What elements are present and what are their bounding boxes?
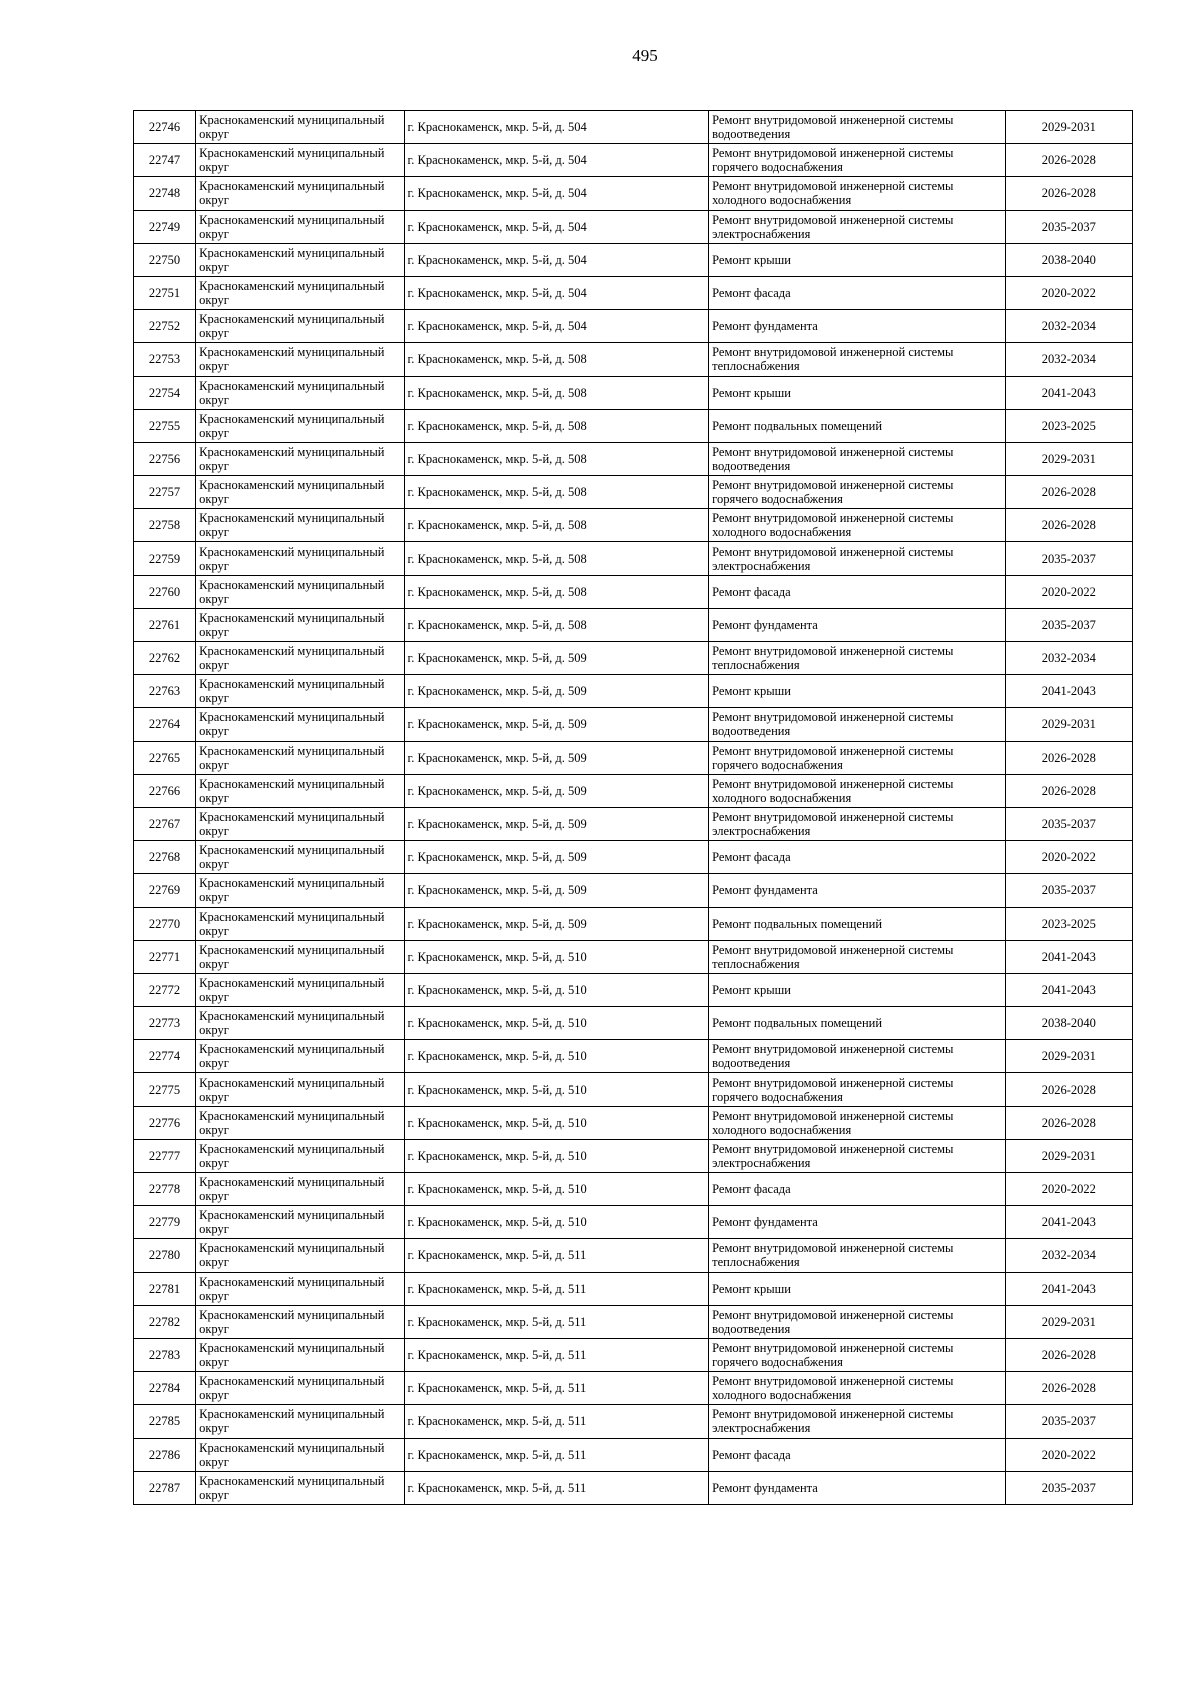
- district-cell: Краснокаменский муниципальный округ: [196, 1073, 404, 1106]
- district-cell: Краснокаменский муниципальный округ: [196, 708, 404, 741]
- table-row: [134, 1272, 1133, 1305]
- district-cell: Краснокаменский муниципальный округ: [196, 774, 404, 807]
- district-cell: Краснокаменский муниципальный округ: [196, 343, 404, 376]
- row-number-cell: 22779: [134, 1206, 196, 1239]
- work-type-cell: Ремонт внутридомовой инженерной системы электроснабжения: [709, 1139, 1006, 1172]
- table-row: [134, 940, 1133, 973]
- address-cell: г. Краснокаменск, мкр. 5-й, д. 509: [404, 841, 709, 874]
- district-cell: Краснокаменский муниципальный округ: [196, 675, 404, 708]
- district-cell: Краснокаменский муниципальный округ: [196, 807, 404, 840]
- row-number-cell: 22773: [134, 1007, 196, 1040]
- district-cell: Краснокаменский муниципальный округ: [196, 1206, 404, 1239]
- district-cell: Краснокаменский муниципальный округ: [196, 1239, 404, 1272]
- table-row: [134, 675, 1133, 708]
- row-number-cell: 22765: [134, 741, 196, 774]
- address-cell: г. Краснокаменск, мкр. 5-й, д. 511: [404, 1471, 709, 1504]
- period-cell: 2026-2028: [1005, 1106, 1132, 1139]
- district-cell: Краснокаменский муниципальный округ: [196, 841, 404, 874]
- period-cell: 2026-2028: [1005, 741, 1132, 774]
- address-cell: г. Краснокаменск, мкр. 5-й, д. 508: [404, 442, 709, 475]
- table-row: [134, 343, 1133, 376]
- row-number-cell: 22757: [134, 476, 196, 509]
- row-number-cell: 22747: [134, 144, 196, 177]
- district-cell: Краснокаменский муниципальный округ: [196, 973, 404, 1006]
- address-cell: г. Краснокаменск, мкр. 5-й, д. 510: [404, 1206, 709, 1239]
- address-cell: г. Краснокаменск, мкр. 5-й, д. 511: [404, 1272, 709, 1305]
- period-cell: 2035-2037: [1005, 874, 1132, 907]
- row-number-cell: 22778: [134, 1173, 196, 1206]
- district-cell: Краснокаменский муниципальный округ: [196, 509, 404, 542]
- address-cell: г. Краснокаменск, мкр. 5-й, д. 509: [404, 675, 709, 708]
- district-cell: Краснокаменский муниципальный округ: [196, 741, 404, 774]
- period-cell: 2041-2043: [1005, 376, 1132, 409]
- work-type-cell: Ремонт внутридомовой инженерной системы горячего водоснабжения: [709, 1338, 1006, 1371]
- table-row: [134, 177, 1133, 210]
- district-cell: Краснокаменский муниципальный округ: [196, 1106, 404, 1139]
- work-type-cell: Ремонт внутридомовой инженерной системы горячего водоснабжения: [709, 476, 1006, 509]
- address-cell: г. Краснокаменск, мкр. 5-й, д. 509: [404, 708, 709, 741]
- work-type-cell: Ремонт фасада: [709, 1438, 1006, 1471]
- table-row: [134, 144, 1133, 177]
- row-number-cell: 22761: [134, 608, 196, 641]
- period-cell: 2020-2022: [1005, 1173, 1132, 1206]
- address-cell: г. Краснокаменск, мкр. 5-й, д. 511: [404, 1372, 709, 1405]
- address-cell: г. Краснокаменск, мкр. 5-й, д. 511: [404, 1405, 709, 1438]
- address-cell: г. Краснокаменск, мкр. 5-й, д. 508: [404, 476, 709, 509]
- address-cell: г. Краснокаменск, мкр. 5-й, д. 509: [404, 874, 709, 907]
- district-cell: Краснокаменский муниципальный округ: [196, 210, 404, 243]
- row-number-cell: 22750: [134, 243, 196, 276]
- address-cell: г. Краснокаменск, мкр. 5-й, д. 511: [404, 1239, 709, 1272]
- district-cell: Краснокаменский муниципальный округ: [196, 1139, 404, 1172]
- table-row: [134, 1338, 1133, 1371]
- work-type-cell: Ремонт подвальных помещений: [709, 1007, 1006, 1040]
- table-row: [134, 1239, 1133, 1272]
- period-cell: 2029-2031: [1005, 1139, 1132, 1172]
- district-cell: Краснокаменский муниципальный округ: [196, 276, 404, 309]
- address-cell: г. Краснокаменск, мкр. 5-й, д. 509: [404, 807, 709, 840]
- period-cell: 2020-2022: [1005, 1438, 1132, 1471]
- row-number-cell: 22751: [134, 276, 196, 309]
- table-row: [134, 1007, 1133, 1040]
- period-cell: 2041-2043: [1005, 675, 1132, 708]
- work-type-cell: Ремонт внутридомовой инженерной системы электроснабжения: [709, 807, 1006, 840]
- work-type-cell: Ремонт внутридомовой инженерной системы водоотведения: [709, 708, 1006, 741]
- table-row: [134, 1372, 1133, 1405]
- address-cell: г. Краснокаменск, мкр. 5-й, д. 510: [404, 940, 709, 973]
- address-cell: г. Краснокаменск, мкр. 5-й, д. 510: [404, 973, 709, 1006]
- work-type-cell: Ремонт крыши: [709, 973, 1006, 1006]
- table-row: [134, 741, 1133, 774]
- period-cell: 2029-2031: [1005, 1305, 1132, 1338]
- row-number-cell: 22775: [134, 1073, 196, 1106]
- work-type-cell: Ремонт внутридомовой инженерной системы горячего водоснабжения: [709, 741, 1006, 774]
- address-cell: г. Краснокаменск, мкр. 5-й, д. 508: [404, 575, 709, 608]
- work-type-cell: Ремонт внутридомовой инженерной системы холодного водоснабжения: [709, 1372, 1006, 1405]
- district-cell: Краснокаменский муниципальный округ: [196, 1338, 404, 1371]
- row-number-cell: 22762: [134, 642, 196, 675]
- period-cell: 2041-2043: [1005, 1206, 1132, 1239]
- row-number-cell: 22760: [134, 575, 196, 608]
- period-cell: 2020-2022: [1005, 276, 1132, 309]
- period-cell: 2026-2028: [1005, 476, 1132, 509]
- work-type-cell: Ремонт внутридомовой инженерной системы теплоснабжения: [709, 1239, 1006, 1272]
- work-type-cell: Ремонт внутридомовой инженерной системы холодного водоснабжения: [709, 1106, 1006, 1139]
- work-type-cell: Ремонт подвальных помещений: [709, 409, 1006, 442]
- table-row: [134, 1139, 1133, 1172]
- period-cell: 2035-2037: [1005, 608, 1132, 641]
- row-number-cell: 22776: [134, 1106, 196, 1139]
- row-number-cell: 22781: [134, 1272, 196, 1305]
- work-type-cell: Ремонт крыши: [709, 376, 1006, 409]
- address-cell: г. Краснокаменск, мкр. 5-й, д. 511: [404, 1438, 709, 1471]
- address-cell: г. Краснокаменск, мкр. 5-й, д. 510: [404, 1173, 709, 1206]
- period-cell: 2035-2037: [1005, 1471, 1132, 1504]
- period-cell: 2026-2028: [1005, 774, 1132, 807]
- work-type-cell: Ремонт внутридомовой инженерной системы теплоснабжения: [709, 343, 1006, 376]
- work-type-cell: Ремонт внутридомовой инженерной системы электроснабжения: [709, 210, 1006, 243]
- table-row: [134, 1471, 1133, 1504]
- address-cell: г. Краснокаменск, мкр. 5-й, д. 504: [404, 276, 709, 309]
- table-row: [134, 276, 1133, 309]
- period-cell: 2032-2034: [1005, 1239, 1132, 1272]
- address-cell: г. Краснокаменск, мкр. 5-й, д. 508: [404, 542, 709, 575]
- table-row: [134, 442, 1133, 475]
- row-number-cell: 22774: [134, 1040, 196, 1073]
- table-row: [134, 1040, 1133, 1073]
- row-number-cell: 22783: [134, 1338, 196, 1371]
- row-number-cell: 22777: [134, 1139, 196, 1172]
- table-row: [134, 608, 1133, 641]
- row-number-cell: 22787: [134, 1471, 196, 1504]
- row-number-cell: 22768: [134, 841, 196, 874]
- period-cell: 2023-2025: [1005, 907, 1132, 940]
- row-number-cell: 22786: [134, 1438, 196, 1471]
- work-type-cell: Ремонт подвальных помещений: [709, 907, 1006, 940]
- row-number-cell: 22771: [134, 940, 196, 973]
- address-cell: г. Краснокаменск, мкр. 5-й, д. 504: [404, 310, 709, 343]
- address-cell: г. Краснокаменск, мкр. 5-й, д. 504: [404, 177, 709, 210]
- address-cell: г. Краснокаменск, мкр. 5-й, д. 504: [404, 144, 709, 177]
- row-number-cell: 22758: [134, 509, 196, 542]
- table-row: [134, 409, 1133, 442]
- district-cell: Краснокаменский муниципальный округ: [196, 1305, 404, 1338]
- table-row: [134, 907, 1133, 940]
- district-cell: Краснокаменский муниципальный округ: [196, 1372, 404, 1405]
- address-cell: г. Краснокаменск, мкр. 5-й, д. 510: [404, 1106, 709, 1139]
- address-cell: г. Краснокаменск, мкр. 5-й, д. 510: [404, 1139, 709, 1172]
- table-row: [134, 642, 1133, 675]
- period-cell: 2029-2031: [1005, 442, 1132, 475]
- row-number-cell: 22766: [134, 774, 196, 807]
- table-row: [134, 874, 1133, 907]
- period-cell: 2026-2028: [1005, 1372, 1132, 1405]
- address-cell: г. Краснокаменск, мкр. 5-й, д. 504: [404, 210, 709, 243]
- work-type-cell: Ремонт фундамента: [709, 1206, 1006, 1239]
- table-row: [134, 542, 1133, 575]
- address-cell: г. Краснокаменск, мкр. 5-й, д. 508: [404, 509, 709, 542]
- row-number-cell: 22785: [134, 1405, 196, 1438]
- work-type-cell: Ремонт фасада: [709, 841, 1006, 874]
- row-number-cell: 22784: [134, 1372, 196, 1405]
- row-number-cell: 22759: [134, 542, 196, 575]
- table-row: [134, 509, 1133, 542]
- district-cell: Краснокаменский муниципальный округ: [196, 243, 404, 276]
- district-cell: Краснокаменский муниципальный округ: [196, 940, 404, 973]
- period-cell: 2032-2034: [1005, 310, 1132, 343]
- period-cell: 2035-2037: [1005, 210, 1132, 243]
- row-number-cell: 22754: [134, 376, 196, 409]
- table-row: [134, 210, 1133, 243]
- row-number-cell: 22764: [134, 708, 196, 741]
- address-cell: г. Краснокаменск, мкр. 5-й, д. 508: [404, 409, 709, 442]
- work-type-cell: Ремонт крыши: [709, 1272, 1006, 1305]
- district-cell: Краснокаменский муниципальный округ: [196, 542, 404, 575]
- table-row: [134, 575, 1133, 608]
- row-number-cell: 22770: [134, 907, 196, 940]
- district-cell: Краснокаменский муниципальный округ: [196, 144, 404, 177]
- period-cell: 2029-2031: [1005, 708, 1132, 741]
- work-type-cell: Ремонт крыши: [709, 675, 1006, 708]
- district-cell: Краснокаменский муниципальный округ: [196, 1405, 404, 1438]
- period-cell: 2020-2022: [1005, 575, 1132, 608]
- period-cell: 2032-2034: [1005, 343, 1132, 376]
- table-row: [134, 1405, 1133, 1438]
- table-row: [134, 807, 1133, 840]
- address-cell: г. Краснокаменск, мкр. 5-й, д. 508: [404, 376, 709, 409]
- repair-schedule-table: [133, 110, 1133, 1505]
- district-cell: Краснокаменский муниципальный округ: [196, 608, 404, 641]
- row-number-cell: 22746: [134, 111, 196, 144]
- address-cell: г. Краснокаменск, мкр. 5-й, д. 504: [404, 243, 709, 276]
- period-cell: 2041-2043: [1005, 1272, 1132, 1305]
- period-cell: 2029-2031: [1005, 1040, 1132, 1073]
- work-type-cell: Ремонт внутридомовой инженерной системы водоотведения: [709, 442, 1006, 475]
- period-cell: 2041-2043: [1005, 973, 1132, 1006]
- work-type-cell: Ремонт внутридомовой инженерной системы водоотведения: [709, 1040, 1006, 1073]
- period-cell: 2026-2028: [1005, 1073, 1132, 1106]
- work-type-cell: Ремонт фасада: [709, 1173, 1006, 1206]
- table-row: [134, 708, 1133, 741]
- period-cell: 2020-2022: [1005, 841, 1132, 874]
- work-type-cell: Ремонт внутридомовой инженерной системы водоотведения: [709, 111, 1006, 144]
- work-type-cell: Ремонт фундамента: [709, 874, 1006, 907]
- period-cell: 2026-2028: [1005, 1338, 1132, 1371]
- address-cell: г. Краснокаменск, мкр. 5-й, д. 510: [404, 1007, 709, 1040]
- table-row: [134, 476, 1133, 509]
- work-type-cell: Ремонт фундамента: [709, 608, 1006, 641]
- row-number-cell: 22748: [134, 177, 196, 210]
- table-row: [134, 1073, 1133, 1106]
- address-cell: г. Краснокаменск, мкр. 5-й, д. 509: [404, 741, 709, 774]
- district-cell: Краснокаменский муниципальный округ: [196, 111, 404, 144]
- table-row: [134, 310, 1133, 343]
- work-type-cell: Ремонт внутридомовой инженерной системы теплоснабжения: [709, 940, 1006, 973]
- work-type-cell: Ремонт крыши: [709, 243, 1006, 276]
- row-number-cell: 22772: [134, 973, 196, 1006]
- table-row: [134, 1438, 1133, 1471]
- row-number-cell: 22753: [134, 343, 196, 376]
- work-type-cell: Ремонт внутридомовой инженерной системы горячего водоснабжения: [709, 1073, 1006, 1106]
- district-cell: Краснокаменский муниципальный округ: [196, 874, 404, 907]
- district-cell: Краснокаменский муниципальный округ: [196, 409, 404, 442]
- address-cell: г. Краснокаменск, мкр. 5-й, д. 511: [404, 1305, 709, 1338]
- work-type-cell: Ремонт фасада: [709, 575, 1006, 608]
- address-cell: г. Краснокаменск, мкр. 5-й, д. 509: [404, 774, 709, 807]
- period-cell: 2038-2040: [1005, 243, 1132, 276]
- address-cell: г. Краснокаменск, мкр. 5-й, д. 509: [404, 907, 709, 940]
- district-cell: Краснокаменский муниципальный округ: [196, 442, 404, 475]
- work-type-cell: Ремонт внутридомовой инженерной системы горячего водоснабжения: [709, 144, 1006, 177]
- period-cell: 2038-2040: [1005, 1007, 1132, 1040]
- work-type-cell: Ремонт внутридомовой инженерной системы теплоснабжения: [709, 642, 1006, 675]
- table-row: [134, 1206, 1133, 1239]
- address-cell: г. Краснокаменск, мкр. 5-й, д. 504: [404, 111, 709, 144]
- district-cell: Краснокаменский муниципальный округ: [196, 310, 404, 343]
- work-type-cell: Ремонт фундамента: [709, 310, 1006, 343]
- district-cell: Краснокаменский муниципальный округ: [196, 1438, 404, 1471]
- period-cell: 2026-2028: [1005, 509, 1132, 542]
- work-type-cell: Ремонт внутридомовой инженерной системы электроснабжения: [709, 1405, 1006, 1438]
- table-row: [134, 973, 1133, 1006]
- address-cell: г. Краснокаменск, мкр. 5-й, д. 511: [404, 1338, 709, 1371]
- district-cell: Краснокаменский муниципальный округ: [196, 1471, 404, 1504]
- row-number-cell: 22769: [134, 874, 196, 907]
- district-cell: Краснокаменский муниципальный округ: [196, 177, 404, 210]
- period-cell: 2035-2037: [1005, 542, 1132, 575]
- row-number-cell: 22782: [134, 1305, 196, 1338]
- work-type-cell: Ремонт внутридомовой инженерной системы электроснабжения: [709, 542, 1006, 575]
- district-cell: Краснокаменский муниципальный округ: [196, 642, 404, 675]
- district-cell: Краснокаменский муниципальный округ: [196, 1007, 404, 1040]
- period-cell: 2032-2034: [1005, 642, 1132, 675]
- address-cell: г. Краснокаменск, мкр. 5-й, д. 508: [404, 343, 709, 376]
- table-body: [134, 111, 1133, 1505]
- address-cell: г. Краснокаменск, мкр. 5-й, д. 510: [404, 1073, 709, 1106]
- work-type-cell: Ремонт внутридомовой инженерной системы холодного водоснабжения: [709, 774, 1006, 807]
- district-cell: Краснокаменский муниципальный округ: [196, 575, 404, 608]
- row-number-cell: 22749: [134, 210, 196, 243]
- row-number-cell: 22752: [134, 310, 196, 343]
- table-row: [134, 111, 1133, 144]
- period-cell: 2026-2028: [1005, 177, 1132, 210]
- table-row: [134, 376, 1133, 409]
- row-number-cell: 22767: [134, 807, 196, 840]
- district-cell: Краснокаменский муниципальный округ: [196, 907, 404, 940]
- address-cell: г. Краснокаменск, мкр. 5-й, д. 508: [404, 608, 709, 641]
- district-cell: Краснокаменский муниципальный округ: [196, 1272, 404, 1305]
- table-row: [134, 774, 1133, 807]
- table-row: [134, 1106, 1133, 1139]
- district-cell: Краснокаменский муниципальный округ: [196, 376, 404, 409]
- period-cell: 2035-2037: [1005, 1405, 1132, 1438]
- row-number-cell: 22755: [134, 409, 196, 442]
- work-type-cell: Ремонт фундамента: [709, 1471, 1006, 1504]
- page-number: 495: [632, 46, 658, 65]
- row-number-cell: 22763: [134, 675, 196, 708]
- address-cell: г. Краснокаменск, мкр. 5-й, д. 510: [404, 1040, 709, 1073]
- work-type-cell: Ремонт внутридомовой инженерной системы холодного водоснабжения: [709, 177, 1006, 210]
- district-cell: Краснокаменский муниципальный округ: [196, 1173, 404, 1206]
- table-row: [134, 1305, 1133, 1338]
- work-type-cell: Ремонт фасада: [709, 276, 1006, 309]
- table-row: [134, 243, 1133, 276]
- table-row: [134, 1173, 1133, 1206]
- work-type-cell: Ремонт внутридомовой инженерной системы водоотведения: [709, 1305, 1006, 1338]
- work-type-cell: Ремонт внутридомовой инженерной системы холодного водоснабжения: [709, 509, 1006, 542]
- address-cell: г. Краснокаменск, мкр. 5-й, д. 509: [404, 642, 709, 675]
- period-cell: 2023-2025: [1005, 409, 1132, 442]
- row-number-cell: 22780: [134, 1239, 196, 1272]
- period-cell: 2029-2031: [1005, 111, 1132, 144]
- district-cell: Краснокаменский муниципальный округ: [196, 476, 404, 509]
- period-cell: 2035-2037: [1005, 807, 1132, 840]
- district-cell: Краснокаменский муниципальный округ: [196, 1040, 404, 1073]
- period-cell: 2041-2043: [1005, 940, 1132, 973]
- row-number-cell: 22756: [134, 442, 196, 475]
- table-row: [134, 841, 1133, 874]
- period-cell: 2026-2028: [1005, 144, 1132, 177]
